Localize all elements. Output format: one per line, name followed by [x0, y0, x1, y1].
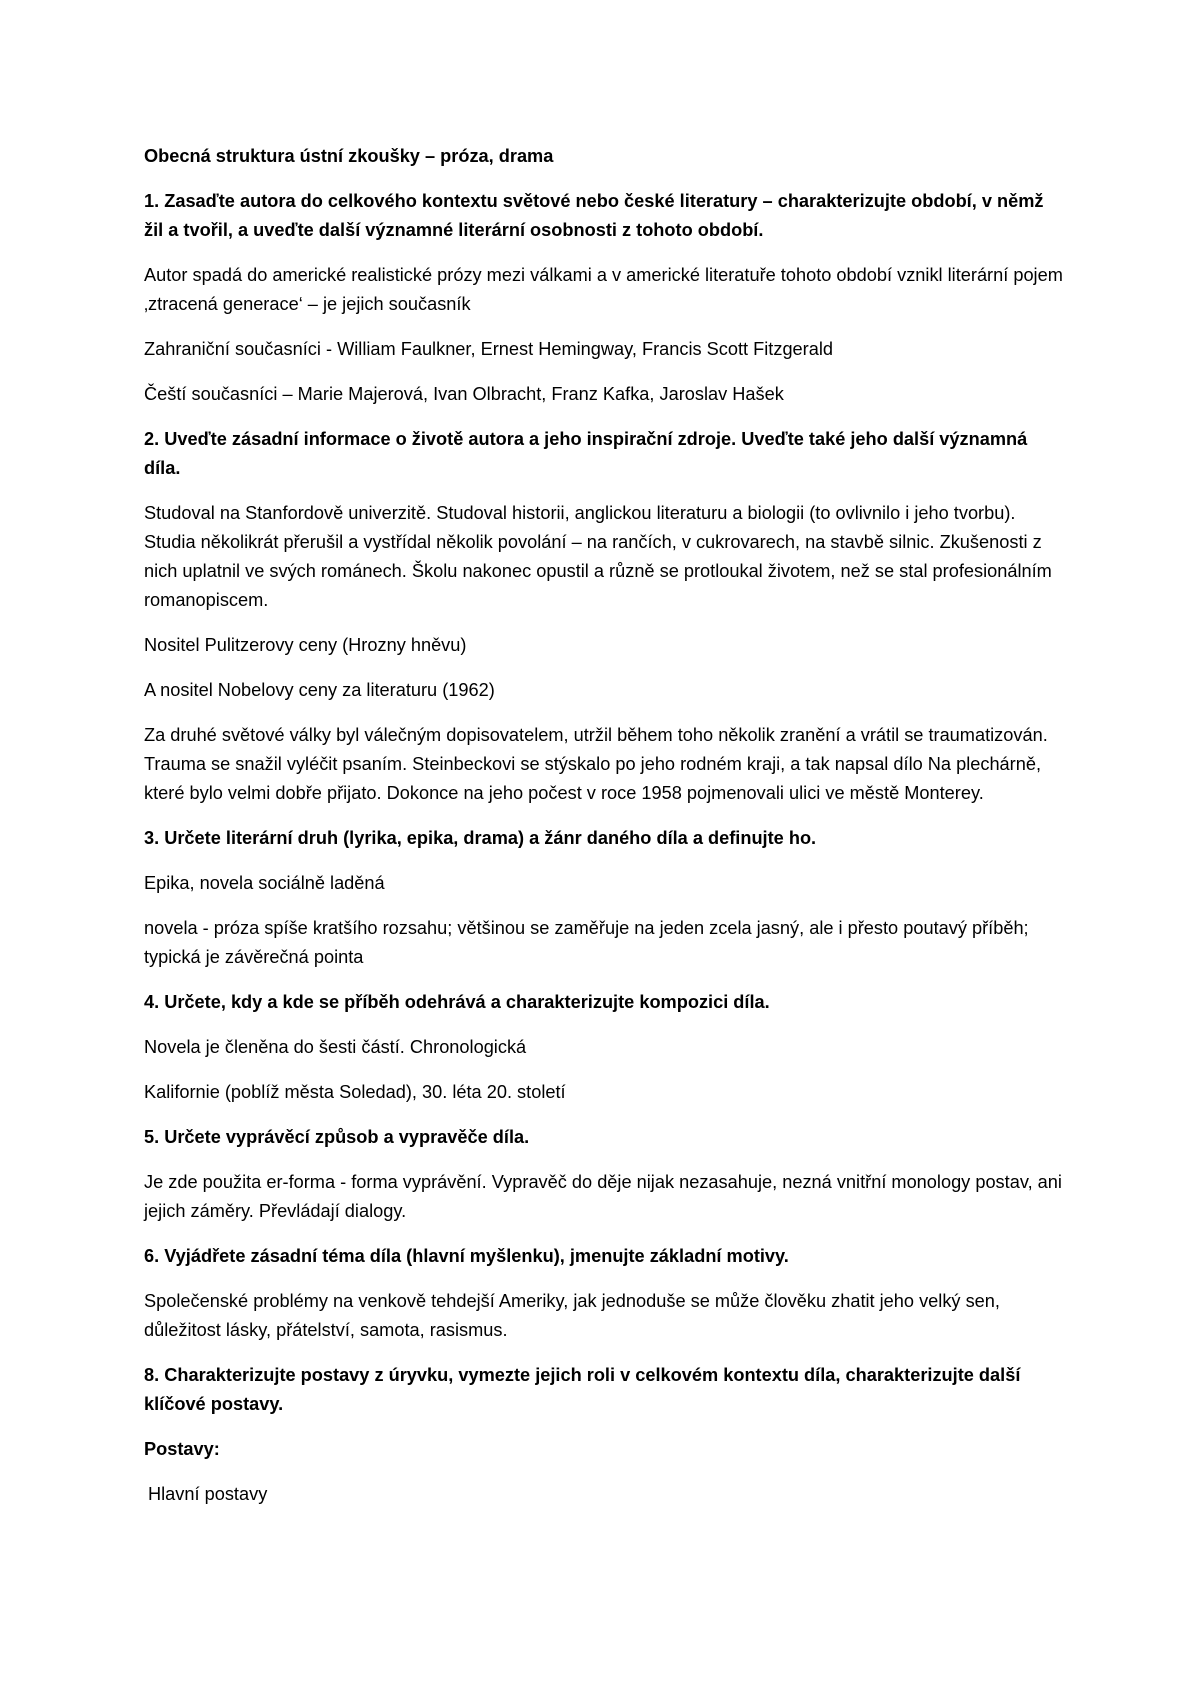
answer-2-1: Studoval na Stanfordově univerzitě. Studoval historii, anglickou literaturu a biologii (to ovlivnilo i jeho tvorbu). Studia několikrát přerušil a vystřídal několik povolání – na rančích, v cukrovarech, na stavbě silnic. Zkušenosti z nich uplatnil ve svých románech. Školu nakonec opustil a různě se protloukal životem, než se stal profesionálním romanopiscem.	[144, 503, 1052, 610]
answer-2-2: Nositel Pulitzerovy ceny (Hrozny hněvu)	[144, 635, 467, 655]
answer-3-2: novela - próza spíše kratšího rozsahu; většinou se zaměřuje na jeden zcela jasný, ale i přesto poutavý příběh; typická je závěrečná pointa	[144, 918, 1029, 967]
postavy-heading: Postavy:	[144, 1439, 220, 1459]
question-3: 3. Určete literární druh (lyrika, epika, drama) a žánr daného díla a definujte ho.	[144, 828, 817, 848]
answer-4-1: Novela je členěna do šesti částí. Chronologická	[144, 1037, 527, 1057]
answer-3-1: Epika, novela sociálně laděná	[144, 873, 385, 893]
question-4: 4. Určete, kdy a kde se příběh odehrává a charakterizujte kompozici díla.	[144, 992, 770, 1012]
answer-4-2: Kalifornie (poblíž města Soledad), 30. léta 20. století	[144, 1082, 566, 1102]
answer-5-1: Je zde použita er-forma - forma vyprávění. Vypravěč do děje nijak nezasahuje, nezná vnitřní monology postav, ani jejich záměry. Převládají dialogy.	[144, 1172, 1062, 1221]
question-1: 1. Zasaďte autora do celkového kontextu světové nebo české literatury – charakterizujte období, v němž žil a tvořil, a uveďte další významné literární osobnosti z tohoto období.	[144, 191, 1044, 240]
answer-1-1: Autor spadá do americké realistické prózy mezi válkami a v americké literatuře tohoto období vznikl literární pojem ‚ztracená generace‘ – je jejich současník	[144, 265, 1063, 314]
question-2: 2. Uveďte zásadní informace o životě autora a jeho inspirační zdroje. Uveďte také jeho další významná díla.	[144, 429, 1028, 478]
answer-1-3: Čeští současníci – Marie Majerová, Ivan Olbracht, Franz Kafka, Jaroslav Hašek	[144, 384, 784, 404]
answer-2-3: A nositel Nobelovy ceny za literaturu (1962)	[144, 680, 495, 700]
document-title: Obecná struktura ústní zkoušky – próza, drama	[144, 146, 554, 166]
question-5: 5. Určete vyprávěcí způsob a vypravěče díla.	[144, 1127, 530, 1147]
answer-2-4: Za druhé světové války byl válečným dopisovatelem, utržil během toho několik zranění a vrátil se traumatizován. Trauma se snažil vyléčit psaním. Steinbeckovi se stýskalo po jeho rodném kraji, a tak napsal dílo Na plechárně, které bylo velmi dobře přijato. Dokonce na jeho počest v roce 1958 pojmenovali ulici ve městě Monterey.	[144, 725, 1048, 803]
hlavni-postavy-label: Hlavní postavy	[148, 1484, 268, 1504]
question-8: 8. Charakterizujte postavy z úryvku, vymezte jejich roli v celkovém kontextu díla, charakterizujte další klíčové postavy.	[144, 1365, 1021, 1414]
question-6: 6. Vyjádřete zásadní téma díla (hlavní myšlenku), jmenujte základní motivy.	[144, 1246, 789, 1266]
answer-1-2: Zahraniční současníci - William Faulkner, Ernest Hemingway, Francis Scott Fitzgerald	[144, 339, 834, 359]
answer-6-1: Společenské problémy na venkově tehdejší Ameriky, jak jednoduše se může člověku zhatit jeho velký sen, důležitost lásky, přátelství, samota, rasismus.	[144, 1291, 1000, 1340]
document-content	[144, 142, 1064, 1525]
